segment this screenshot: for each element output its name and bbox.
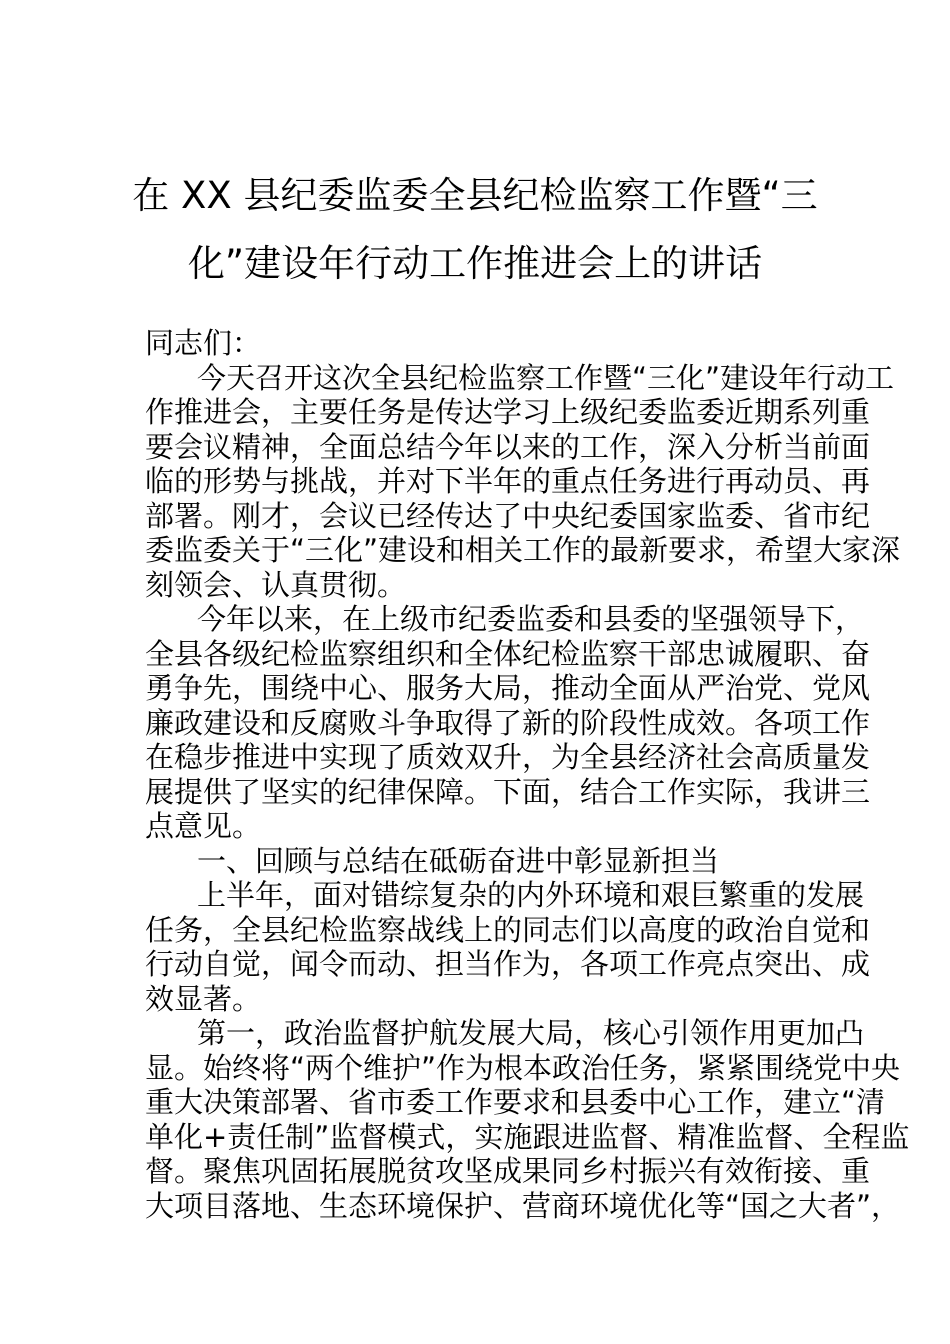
- text-line: 部署。刚才，会议已经传达了中央纪委国家监委、省市纪: [145, 498, 871, 533]
- text-line: 显。始终将“两个维护”作为根本政治任务，紧紧围绕党中央: [145, 1050, 901, 1085]
- text-line: 效显著。: [145, 981, 262, 1016]
- paragraph: [145, 878, 871, 1016]
- text-line: 刻领会、认真贯彻。: [145, 567, 407, 602]
- text-line: 临的形势与挑战，并对下半年的重点任务进行再动员、再: [145, 464, 871, 498]
- text-line: 点意见。: [145, 809, 262, 843]
- document-body: [145, 326, 910, 1223]
- paragraph: [145, 1016, 910, 1223]
- text-line: 行动自觉，闻令而动、担当作为，各项工作亮点突出、成: [145, 947, 871, 981]
- text-line: 同志们：: [145, 326, 262, 360]
- text-line: 廉政建设和反腐败斗争取得了新的阶段性成效。各项工作: [145, 705, 871, 740]
- title-line-2: 化”建设年行动工作推进会上的讲话: [187, 242, 763, 285]
- salutation: [145, 326, 807, 361]
- text-line: 上半年，面对错综复杂的内外环境和艰巨繁重的发展: [197, 878, 865, 912]
- text-line: 第一，政治监督护航发展大局，核心引领作用更加凸: [197, 1016, 865, 1050]
- text-line: 委监委关于“三化”建设和相关工作的最新要求，希望大家深: [145, 533, 901, 567]
- text-line: 重大决策部署、省市委工作要求和县委中心工作，建立“清: [145, 1085, 886, 1119]
- paragraph: [145, 360, 901, 603]
- text-line: 今天召开这次全县纪检监察工作暨“三化”建设年行动工: [197, 360, 895, 395]
- text-line: 展提供了坚实的纪律保障。下面，结合工作实际，我讲三: [145, 774, 871, 809]
- paragraph: [145, 844, 807, 879]
- text-line: 一、回顾与总结在砥砺奋进中彰显新担当: [197, 843, 720, 878]
- text-line: 作推进会，主要任务是传达学习上级纪委监委近期系列重: [145, 395, 871, 429]
- text-line: 勇争先，围绕中心、服务大局，推动全面从严治党、党风: [145, 671, 871, 705]
- title-line-1: 在 XX 县纪委监委全县纪检监察工作暨“三: [132, 174, 818, 217]
- document-title: [0, 162, 950, 298]
- text-line: 单化+责任制”监督模式，实施跟进监督、精准监督、全程监: [145, 1119, 910, 1154]
- text-line: 任务，全县纪检监察战线上的同志们以高度的政治自觉和: [145, 912, 871, 947]
- text-line: 全县各级纪检监察组织和全体纪检监察干部忠诚履职、奋: [145, 636, 871, 671]
- text-line: 大项目落地、生态环境保护、营商环境优化等“国之大者”，: [145, 1188, 901, 1223]
- paragraph: [145, 602, 871, 844]
- text-line: 要会议精神，全面总结今年以来的工作，深入分析当前面: [145, 429, 871, 464]
- text-line: 今年以来，在上级市纪委监委和县委的坚强领导下，: [197, 602, 865, 636]
- text-line: 在稳步推进中实现了质效双升，为全县经济社会高质量发: [145, 740, 871, 774]
- text-line: 督。聚焦巩固拓展脱贫攻坚成果同乡村振兴有效衔接、重: [145, 1154, 871, 1188]
